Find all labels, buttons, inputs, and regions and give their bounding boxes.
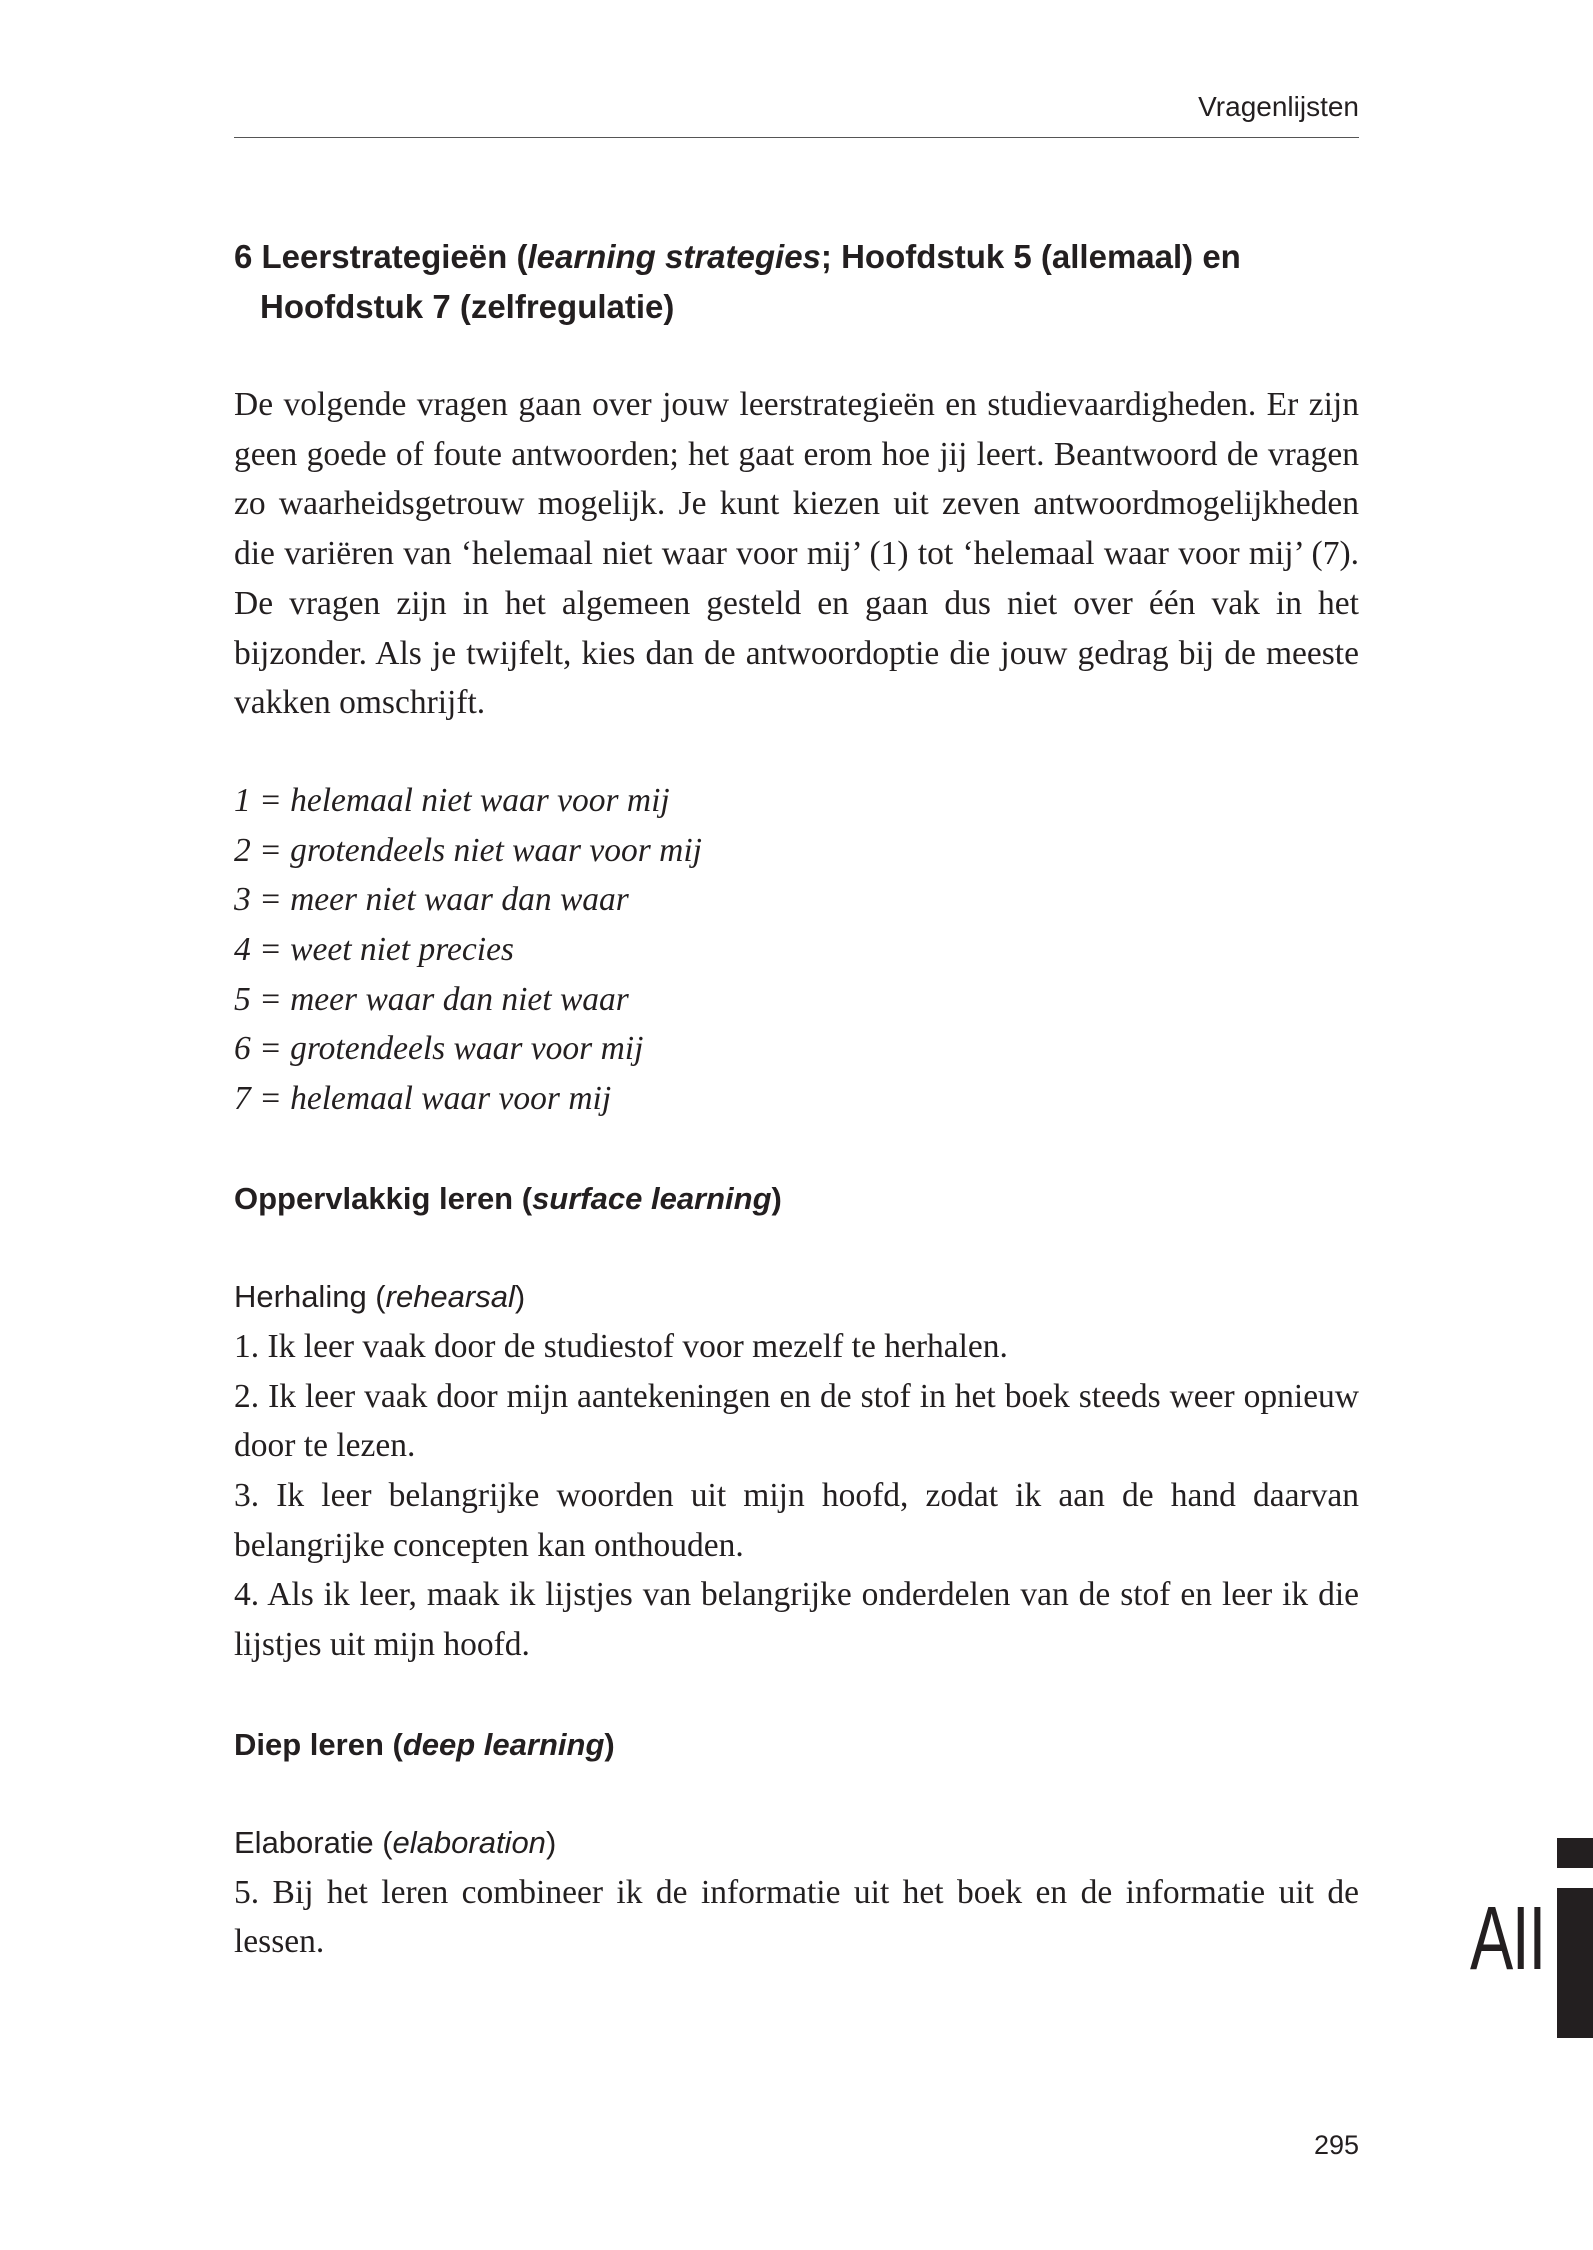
rehearsal-items (234, 1322, 1359, 1670)
elaboration-heading-italic: elaboration (392, 1824, 546, 1860)
scale-item: 1 = helemaal niet waar voor mij (234, 781, 670, 819)
surface-heading-italic: surface learning (532, 1180, 772, 1216)
rehearsal-heading-italic: rehearsal (385, 1278, 515, 1314)
scale-item: 3 = meer niet waar dan waar (234, 881, 629, 919)
question-item: 4. Als ik leer, maak ik lijstjes van belangrijke onderdelen van de stof en leer ik die lijstjes uit mijn hoofd. (234, 1576, 1359, 1664)
page-content (234, 232, 1359, 1967)
header-rule (234, 137, 1359, 138)
question-item: 1. Ik leer vaak door de studiestof voor mezelf te herhalen. (234, 1327, 1008, 1365)
section-title-prefix: 6 Leerstrategieën ( (234, 238, 528, 275)
intro-paragraph: De volgende vragen gaan over jouw leerstrategieën en studievaardigheden. Er zijn geen goede of foute antwoorden; het gaat erom hoe jij leert. Beantwoord de vragen zo waarheidsgetrouw mogelijk. Je kunt kiezen uit zeven antwoordmogelijkheden die variëren van ‘helemaal niet waar voor mij’ (1) tot ‘helemaal waar voor mij’ (7). De vragen zijn in het algemeen gesteld en gaan dus niet over één vak in het bijzonder. Als je twijfelt, kies dan de antwoordoptie die jouw gedrag bij de meeste vakken omschrijft. (234, 386, 1359, 722)
rehearsal-heading-prefix: Herhaling ( (234, 1278, 386, 1314)
scale-item: 2 = grotendeels niet waar voor mij (234, 831, 702, 869)
deep-heading-suffix: ) (604, 1726, 615, 1762)
elaboration-items (234, 1868, 1359, 1967)
answer-scale (234, 776, 1359, 1124)
surface-heading-suffix: ) (771, 1180, 782, 1216)
scale-item: 6 = grotendeels waar voor mij (234, 1030, 644, 1068)
section-title-italic: learning strategies (527, 238, 821, 275)
question-item: 3. Ik leer belangrijke woorden uit mijn hoofd, zodat ik aan de hand daarvan belangrijke concepten kan onthouden. (234, 1476, 1359, 1564)
rehearsal-heading-suffix: ) (514, 1278, 526, 1314)
question-item: 5. Bij het leren combineer ik de informatie uit het boek en de informatie uit de lessen. (234, 1873, 1359, 1961)
section-title (234, 232, 1359, 332)
deep-heading-prefix: Diep leren ( (234, 1726, 403, 1762)
surface-learning-heading (234, 1174, 1359, 1224)
elaboration-heading (234, 1818, 1359, 1868)
elaboration-heading-suffix: ) (545, 1824, 557, 1860)
question-item: 2. Ik leer vaak door mijn aantekeningen en de stof in het boek steeds weer opnieuw door te lezen. (234, 1377, 1359, 1465)
elaboration-heading-prefix: Elaboratie ( (234, 1824, 393, 1860)
scale-item: 7 = helemaal waar voor mij (234, 1080, 612, 1118)
section-title-suffix: ; Hoofdstuk 5 (allemaal) en Hoofdstuk 7 (zelfregulatie) (260, 238, 1241, 325)
rehearsal-heading (234, 1272, 1359, 1322)
surface-heading-prefix: Oppervlakkig leren ( (234, 1180, 533, 1216)
appendix-tab-marker (1557, 1838, 1593, 1868)
deep-learning-heading (234, 1720, 1359, 1770)
appendix-tab-label: AII (1470, 1889, 1545, 1989)
scale-item: 5 = meer waar dan niet waar (234, 980, 629, 1018)
page-number: 295 (1313, 2130, 1359, 2160)
scale-item: 4 = weet niet precies (234, 931, 514, 969)
appendix-tab-marker (1557, 1888, 1593, 2038)
deep-heading-italic: deep learning (402, 1726, 605, 1762)
running-header: Vragenlijsten (1198, 91, 1359, 122)
